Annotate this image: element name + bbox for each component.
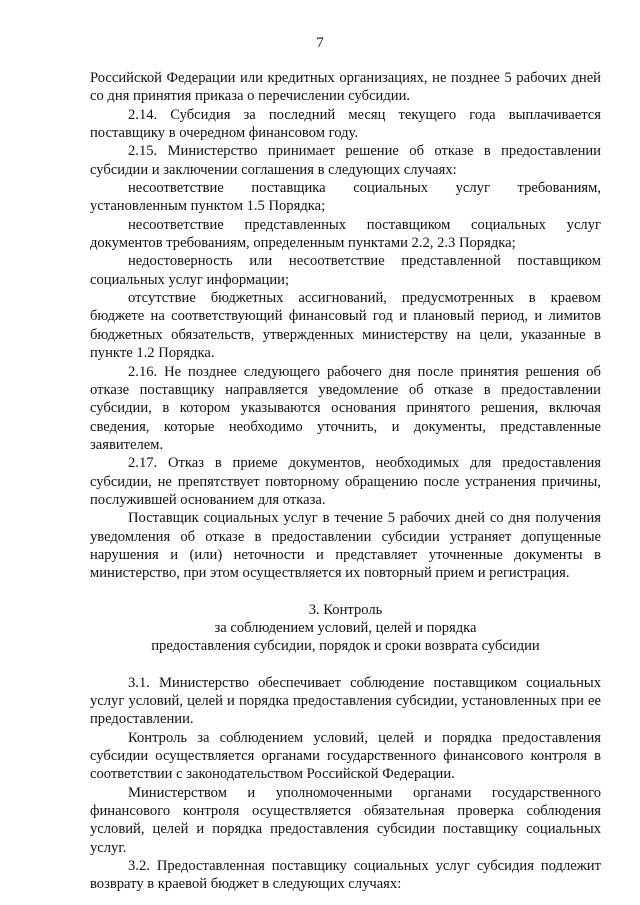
section-spacer (90, 583, 601, 601)
paragraph-3-1: 3.1. Министерство обеспечивает соблюдение поставщиком социальных услуг условий, целей и порядка предоставления субсидии, установленных при ее предоставлении. (90, 674, 601, 728)
refusal-reason-4: отсутствие бюджетных ассигнований, предусмотренных в краевом бюджете на соответствующий финансовый год и плановый период, и лимитов бюджетных обязательств, утвержденных министерству на цели, указанные в пункте 1.2 Порядка. (90, 290, 601, 362)
paragraph-continuation: Российской Федерации или кредитных организациях, не позднее 5 рабочих дней со дня принятия приказа о перечислении субсидии. (90, 70, 601, 105)
paragraph-mandatory-check: Министерством и уполномоченными органами государственного финансового контроля осуществляется обязательная проверка соблюдения условий, целей и порядка предоставления субсидии поставщику социальных услуг. (90, 784, 601, 856)
paragraph-2-15: 2.15. Министерство принимает решение об отказе в предоставлении субсидии и заключении соглашения в следующих случаях: (90, 143, 601, 178)
section-3-subtitle-line-2: предоставления субсидии, порядок и сроки возврата субсидии (151, 638, 540, 655)
paragraph-3-2: 3.2. Предоставленная поставщику социальных услуг субсидия подлежит возврату в краевой бюджет в следующих случаях: (90, 858, 601, 893)
paragraph-control-bodies: Контроль за соблюдением условий, целей и порядка предоставления субсидии осуществляется органами государственного финансового контроля в соответствии с законодательством Российской Федерации. (90, 729, 601, 783)
page-number: 7 (316, 35, 324, 51)
refusal-reason-1: несоответствие поставщика социальных услуг требованиям, установленным пунктом 1.5 Порядка; (90, 180, 601, 215)
section-spacer (90, 656, 601, 674)
paragraph-resubmission: Поставщик социальных услуг в течение 5 рабочих дней со дня получения уведомления об отказе в предоставлении субсидии устраняет допущенные нарушения и (или) неточности и представляет уточненные документы в министерство, при этом осуществляется их повторный прием и регистрация. (90, 510, 601, 582)
paragraph-2-17: 2.17. Отказ в приеме документов, необходимых для предоставления субсидии, не препятствует повторному обращению после устранения причины, послужившей основанием для отказа. (90, 455, 601, 508)
section-3-title: 3. Контроль (308, 601, 383, 618)
document-body (90, 69, 601, 894)
section-3-subtitle-line-1: за соблюдением условий, целей и порядка (214, 619, 477, 636)
paragraph-2-14: 2.14. Субсидия за последний месяц текущего года выплачивается поставщику в очередном финансовом году. (90, 106, 601, 142)
paragraph-2-16: 2.16. Не позднее следующего рабочего дня после принятия решения об отказе поставщику направляется уведомление об отказе в предоставлении субсидии, в котором указываются основания принятого решения, включая сведения, которые необходимо уточнить, и документы, представленные заявителем. (90, 363, 601, 453)
refusal-reason-2: несоответствие представленных поставщиком социальных услуг документов требованиям, определенным пунктами 2.2, 2.3 Порядка; (90, 216, 601, 252)
refusal-reason-3: недостоверность или несоответствие представленной поставщиком социальных услуг информации; (90, 253, 601, 288)
